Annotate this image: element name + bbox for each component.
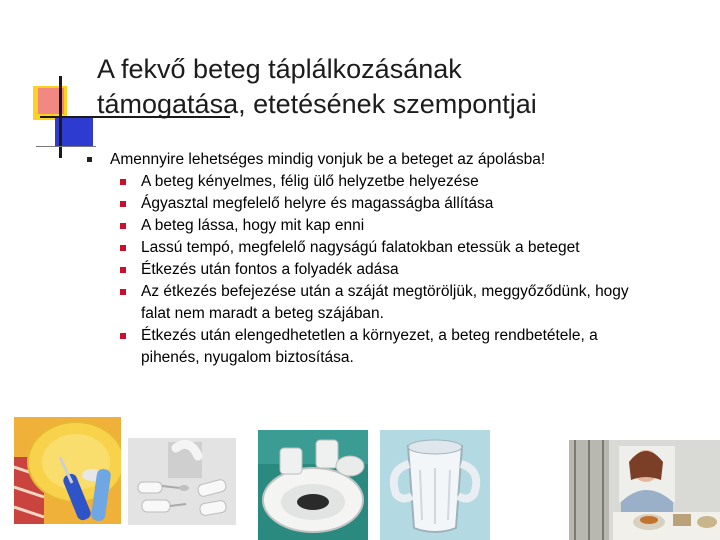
square-bullet-icon: [120, 223, 126, 229]
sub-bullet-text: Étkezés után elengedhetetlen a környezet, a beteg rendbetétele, a pihenés, nyugalom biztosítása.: [141, 327, 598, 366]
square-bullet-icon: [87, 157, 92, 162]
square-bullet-icon: [120, 333, 126, 339]
square-bullet-icon: [120, 245, 126, 251]
patient-eating-in-bed-photo: [569, 440, 720, 540]
sub-bullet-text: Ágyasztal megfelelő helyre és magasságba állítása: [141, 195, 494, 212]
slide-content: [86, 149, 646, 369]
sub-bullet-text: Az étkezés befejezése után a száját megtöröljük, meggyőződünk, hogy falat nem maradt a beteg szájában.: [141, 283, 629, 322]
slide-ornament: [0, 0, 110, 170]
sub-bullet-item: [117, 259, 646, 281]
sub-bullet-item: [117, 325, 646, 369]
main-bullet: [86, 149, 646, 171]
sub-bullet-text: A beteg kényelmes, félig ülő helyzetbe helyezése: [141, 173, 479, 190]
sub-bullet-item: [117, 215, 646, 237]
main-bullet-text: Amennyire lehetséges mindig vonjuk be a beteget az ápolásba!: [110, 151, 546, 168]
ornament-short-line: [36, 146, 96, 147]
square-bullet-icon: [120, 289, 126, 295]
sub-bullet-item: [117, 171, 646, 193]
slide-title-line-2: támogatása, etetésének szempontjai: [97, 89, 537, 119]
square-bullet-icon: [120, 179, 126, 185]
sub-bullet-text: A beteg lássa, hogy mit kap enni: [141, 217, 365, 234]
adaptive-cutlery-on-plate-photo: [14, 417, 121, 524]
sub-bullet-item: [117, 193, 646, 215]
bent-handle-cutlery-photo: [128, 438, 236, 525]
sub-bullet-text: Lassú tempó, megfelelő nagyságú falatokban etessük a beteget: [141, 239, 580, 256]
plate-guard-dishes-photo: [258, 430, 368, 540]
square-bullet-icon: [120, 267, 126, 273]
square-bullet-icon: [120, 201, 126, 207]
sub-bullet-item: [117, 281, 646, 325]
two-handled-cup-photo: [380, 430, 490, 540]
sub-bullet-text: Étkezés után fontos a folyadék adása: [141, 261, 399, 278]
slide-title-line-1: A fekvő beteg táplálkozásának: [97, 54, 462, 84]
sub-bullet-item: [117, 237, 646, 259]
slide-title: [97, 52, 697, 122]
sub-bullet-list: [86, 171, 646, 369]
